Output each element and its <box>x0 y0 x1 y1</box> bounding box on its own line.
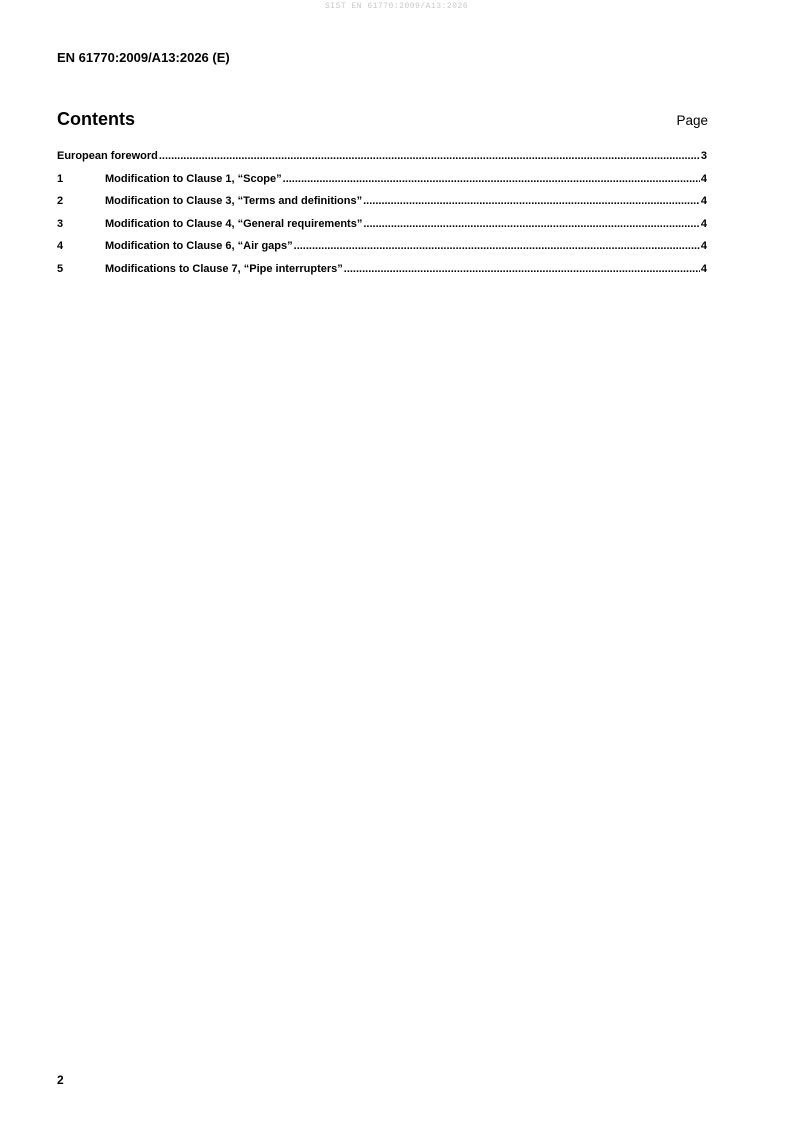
toc-entry-title: Modification to Clause 3, “Terms and definitions” <box>105 195 363 208</box>
toc-entry-european-foreword[interactable] <box>57 150 707 173</box>
toc-entry-page: 4 <box>700 262 707 275</box>
toc-dot-leader <box>344 263 700 275</box>
toc-entry-page: 4 <box>700 217 707 230</box>
page-column-label: Page <box>676 113 708 128</box>
toc-entry-clause-5[interactable] <box>57 263 707 286</box>
toc-entry-title: Modification to Clause 6, “Air gaps” <box>105 240 293 253</box>
toc-dot-leader <box>159 150 700 162</box>
toc-entry-number: 4 <box>57 240 64 253</box>
toc-entry-title: Modification to Clause 4, “General requirements” <box>105 217 363 230</box>
table-of-contents <box>57 150 707 286</box>
toc-entry-number: 1 <box>57 172 64 185</box>
toc-entry-number: 3 <box>57 217 64 230</box>
page-number: 2 <box>57 1073 64 1087</box>
toc-dot-leader <box>363 195 700 207</box>
toc-entry-page: 4 <box>700 172 707 185</box>
toc-entry-title: European foreword <box>57 150 158 162</box>
toc-entry-clause-4[interactable] <box>57 240 707 263</box>
toc-dot-leader <box>283 173 700 185</box>
toc-dot-leader <box>363 218 700 230</box>
toc-entry-title: Modifications to Clause 7, “Pipe interrupters” <box>105 262 343 275</box>
contents-heading: Contents <box>57 109 135 129</box>
toc-entry-clause-1[interactable] <box>57 173 707 196</box>
toc-entry-number: 2 <box>57 195 64 208</box>
toc-entry-page: 4 <box>700 195 707 208</box>
toc-dot-leader <box>294 240 700 252</box>
watermark: SIST EN 61770:2009/A13:2026 <box>324 2 469 11</box>
toc-entry-title: Modification to Clause 1, “Scope” <box>105 172 282 185</box>
document-id: EN 61770:2009/A13:2026 (E) <box>57 50 230 65</box>
toc-entry-clause-3[interactable] <box>57 218 707 241</box>
toc-entry-page: 4 <box>700 240 707 253</box>
toc-entry-clause-2[interactable] <box>57 195 707 218</box>
toc-entry-number: 5 <box>57 262 64 275</box>
toc-entry-page: 3 <box>700 150 707 162</box>
